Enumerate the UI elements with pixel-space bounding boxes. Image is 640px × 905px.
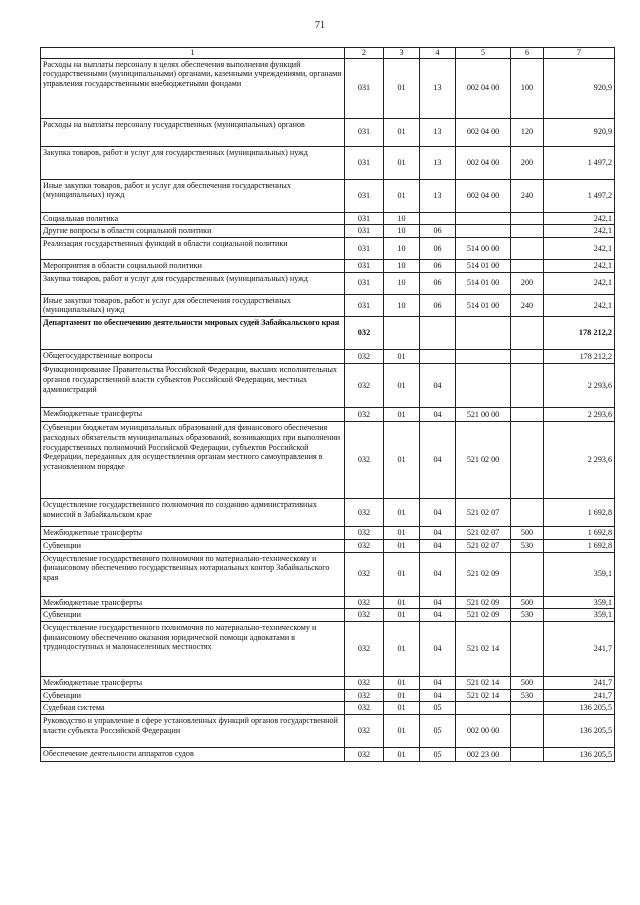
amount-value: 136 205,5 <box>544 715 615 748</box>
table-row <box>41 238 615 260</box>
section-code: 01 <box>384 58 420 118</box>
subsection-code: 04 <box>420 527 456 540</box>
subsection-code: 06 <box>420 225 456 238</box>
amount-value: 241,7 <box>544 689 615 702</box>
budget-table <box>40 47 615 762</box>
expense-type-code: 500 <box>511 596 544 609</box>
subsection-code: 04 <box>420 609 456 622</box>
expense-type-code <box>511 702 544 715</box>
amount-value: 136 205,5 <box>544 702 615 715</box>
section-code: 01 <box>384 527 420 540</box>
expense-type-code <box>511 552 544 596</box>
expense-type-code <box>511 715 544 748</box>
expense-type-code <box>511 364 544 408</box>
expense-type-code: 500 <box>511 676 544 689</box>
subsection-code: 04 <box>420 621 456 676</box>
ministry-code: 032 <box>345 715 384 748</box>
expense-type-code <box>511 317 544 350</box>
subsection-code: 04 <box>420 676 456 689</box>
budget-line-name: Субвенции бюджетам муниципальных образований для финансового обеспечения расходных обязательств муниципальных образований, возникающих при выполнении государственных полномочий Российской Федерации, субъектов Российской Федерации, переданных для осуществления органам местного самоуправления в установленном порядке <box>41 422 345 499</box>
target-article-code: 521 02 07 <box>456 539 511 552</box>
ministry-code: 031 <box>345 179 384 212</box>
subsection-code: 06 <box>420 272 456 294</box>
budget-line-name: Социальная политика <box>41 212 345 225</box>
ministry-code: 032 <box>345 609 384 622</box>
target-article-code: 002 04 00 <box>456 179 511 212</box>
ministry-code: 031 <box>345 294 384 316</box>
column-header: 7 <box>544 48 615 59</box>
ministry-code: 032 <box>345 527 384 540</box>
column-header: 4 <box>420 48 456 59</box>
column-header: 3 <box>384 48 420 59</box>
target-article-code: 521 02 07 <box>456 499 511 527</box>
expense-type-code: 200 <box>511 146 544 179</box>
budget-line-name: Осуществление государственного полномочия по материально-техническому и финансовому обеспечению государственных нотариальных контор Забайкальского края <box>41 552 345 596</box>
table-row <box>41 609 615 622</box>
subsection-code: 13 <box>420 179 456 212</box>
amount-value: 178 212,2 <box>544 350 615 364</box>
amount-value: 1 497,2 <box>544 179 615 212</box>
subsection-code <box>420 350 456 364</box>
expense-type-code <box>511 350 544 364</box>
expense-type-code <box>511 225 544 238</box>
ministry-code: 032 <box>345 689 384 702</box>
ministry-code: 031 <box>345 238 384 260</box>
ministry-code: 032 <box>345 350 384 364</box>
table-row <box>41 317 615 350</box>
section-code: 01 <box>384 539 420 552</box>
page-number: 71 <box>315 20 325 31</box>
table-row <box>41 58 615 118</box>
budget-line-name: Межбюджетные трансферты <box>41 676 345 689</box>
budget-line-name: Субвенции <box>41 689 345 702</box>
ministry-code: 032 <box>345 422 384 499</box>
amount-value: 241,7 <box>544 621 615 676</box>
budget-line-name: Руководство и управление в сфере установленных функций органов государственной власти субъекта Российской Федерации <box>41 715 345 748</box>
expense-type-code: 200 <box>511 272 544 294</box>
amount-value: 2 293,6 <box>544 408 615 422</box>
section-code: 01 <box>384 499 420 527</box>
target-article-code: 002 00 00 <box>456 715 511 748</box>
table-row <box>41 702 615 715</box>
subsection-code: 04 <box>420 422 456 499</box>
expense-type-code <box>511 422 544 499</box>
expense-type-code <box>511 238 544 260</box>
amount-value: 920,9 <box>544 58 615 118</box>
expense-type-code <box>511 748 544 762</box>
budget-line-name: Межбюджетные трансферты <box>41 408 345 422</box>
section-code: 01 <box>384 408 420 422</box>
expense-type-code: 240 <box>511 179 544 212</box>
table-row <box>41 118 615 146</box>
subsection-code: 13 <box>420 118 456 146</box>
ministry-code: 032 <box>345 748 384 762</box>
amount-value: 178 212,2 <box>544 317 615 350</box>
section-code: 10 <box>384 260 420 273</box>
ministry-code: 032 <box>345 621 384 676</box>
section-code: 01 <box>384 702 420 715</box>
subsection-code: 06 <box>420 294 456 316</box>
amount-value: 1 692,8 <box>544 539 615 552</box>
expense-type-code: 100 <box>511 58 544 118</box>
amount-value: 242,1 <box>544 212 615 225</box>
amount-value: 136 205,5 <box>544 748 615 762</box>
table-row <box>41 748 615 762</box>
table-row <box>41 294 615 316</box>
target-article-code: 002 04 00 <box>456 146 511 179</box>
target-article-code <box>456 225 511 238</box>
subsection-code: 13 <box>420 146 456 179</box>
table-row <box>41 422 615 499</box>
budget-line-name: Межбюджетные трансферты <box>41 596 345 609</box>
expense-type-code: 530 <box>511 609 544 622</box>
ministry-code: 031 <box>345 212 384 225</box>
table-row <box>41 539 615 552</box>
table-row <box>41 408 615 422</box>
subsection-code: 06 <box>420 260 456 273</box>
expense-type-code <box>511 499 544 527</box>
table-row <box>41 146 615 179</box>
subsection-code <box>420 317 456 350</box>
table-row <box>41 621 615 676</box>
table-row <box>41 272 615 294</box>
amount-value: 359,1 <box>544 552 615 596</box>
subsection-code: 04 <box>420 364 456 408</box>
amount-value: 2 293,6 <box>544 364 615 408</box>
target-article-code <box>456 317 511 350</box>
amount-value: 1 497,2 <box>544 146 615 179</box>
ministry-code: 031 <box>345 58 384 118</box>
ministry-code: 032 <box>345 408 384 422</box>
expense-type-code: 530 <box>511 539 544 552</box>
expense-type-code <box>511 621 544 676</box>
subsection-code: 04 <box>420 499 456 527</box>
amount-value: 1 692,8 <box>544 527 615 540</box>
ministry-code: 032 <box>345 539 384 552</box>
target-article-code: 514 00 00 <box>456 238 511 260</box>
section-code: 10 <box>384 212 420 225</box>
target-article-code: 521 00 00 <box>456 408 511 422</box>
subsection-code: 04 <box>420 552 456 596</box>
section-code: 01 <box>384 748 420 762</box>
budget-line-name: Расходы на выплаты персоналу государственных (муниципальных) органов <box>41 118 345 146</box>
ministry-code: 031 <box>345 118 384 146</box>
column-header: 5 <box>456 48 511 59</box>
section-code: 01 <box>384 689 420 702</box>
target-article-code: 514 01 00 <box>456 272 511 294</box>
subsection-code: 05 <box>420 748 456 762</box>
table-row <box>41 715 615 748</box>
amount-value: 242,1 <box>544 260 615 273</box>
ministry-code: 032 <box>345 596 384 609</box>
table-header-row <box>41 48 615 59</box>
expense-type-code <box>511 212 544 225</box>
section-code <box>384 317 420 350</box>
ministry-code: 032 <box>345 364 384 408</box>
target-article-code: 521 02 09 <box>456 552 511 596</box>
table-row <box>41 225 615 238</box>
budget-line-name: Судебная система <box>41 702 345 715</box>
ministry-code: 031 <box>345 272 384 294</box>
amount-value: 241,7 <box>544 676 615 689</box>
section-code: 10 <box>384 225 420 238</box>
budget-line-name: Субвенции <box>41 609 345 622</box>
subsection-code: 04 <box>420 689 456 702</box>
table-row <box>41 527 615 540</box>
budget-line-name: Осуществление государственного полномочия по материально-техническому и финансовому обеспечению оказания юридической помощи адвокатами в труднодоступных и малонаселенных местностях <box>41 621 345 676</box>
expense-type-code: 530 <box>511 689 544 702</box>
budget-line-name: Осуществление государственного полномочия по созданию административных комиссий в Забайкальском крае <box>41 499 345 527</box>
amount-value: 2 293,6 <box>544 422 615 499</box>
section-code: 01 <box>384 118 420 146</box>
table-row <box>41 364 615 408</box>
budget-line-name: Иные закупки товаров, работ и услуг для обеспечения государственных (муниципальных) нужд <box>41 179 345 212</box>
expense-type-code <box>511 260 544 273</box>
amount-value: 242,1 <box>544 272 615 294</box>
target-article-code: 002 04 00 <box>456 118 511 146</box>
target-article-code <box>456 364 511 408</box>
section-code: 01 <box>384 350 420 364</box>
target-article-code: 521 02 14 <box>456 676 511 689</box>
amount-value: 242,1 <box>544 238 615 260</box>
target-article-code <box>456 350 511 364</box>
ministry-code: 032 <box>345 702 384 715</box>
ministry-code: 031 <box>345 260 384 273</box>
target-article-code: 521 02 09 <box>456 609 511 622</box>
expense-type-code: 500 <box>511 527 544 540</box>
target-article-code: 521 02 14 <box>456 689 511 702</box>
target-article-code: 521 02 07 <box>456 527 511 540</box>
budget-line-name: Обеспечение деятельности аппаратов судов <box>41 748 345 762</box>
column-header: 6 <box>511 48 544 59</box>
target-article-code: 002 04 00 <box>456 58 511 118</box>
section-code: 01 <box>384 179 420 212</box>
amount-value: 242,1 <box>544 294 615 316</box>
table-row <box>41 260 615 273</box>
target-article-code: 514 01 00 <box>456 260 511 273</box>
column-header: 2 <box>345 48 384 59</box>
subsection-code: 04 <box>420 596 456 609</box>
amount-value: 1 692,8 <box>544 499 615 527</box>
ministry-code: 031 <box>345 146 384 179</box>
budget-line-name: Закупка товаров, работ и услуг для государственных (муниципальных) нужд <box>41 272 345 294</box>
expense-type-code: 240 <box>511 294 544 316</box>
ministry-code: 032 <box>345 317 384 350</box>
target-article-code: 521 02 00 <box>456 422 511 499</box>
amount-value: 242,1 <box>544 225 615 238</box>
budget-line-name: Департамент по обеспечению деятельности мировых судей Забайкальского края <box>41 317 345 350</box>
table-row <box>41 212 615 225</box>
table-row <box>41 179 615 212</box>
target-article-code: 514 01 00 <box>456 294 511 316</box>
subsection-code <box>420 212 456 225</box>
budget-line-name: Общегосударственные вопросы <box>41 350 345 364</box>
budget-line-name: Расходы на выплаты персоналу в целях обеспечения выполнения функций государственными (муниципальными) органами, казенными учреждениями, органами управления государственными внебюджетными фондами <box>41 58 345 118</box>
subsection-code: 04 <box>420 408 456 422</box>
ministry-code: 031 <box>345 225 384 238</box>
table-row <box>41 499 615 527</box>
target-article-code: 521 02 14 <box>456 621 511 676</box>
budget-line-name: Мероприятия в области социальной политики <box>41 260 345 273</box>
ministry-code: 032 <box>345 552 384 596</box>
table-row <box>41 596 615 609</box>
section-code: 01 <box>384 621 420 676</box>
section-code: 01 <box>384 552 420 596</box>
budget-line-name: Реализация государственных функций в области социальной политики <box>41 238 345 260</box>
amount-value: 359,1 <box>544 609 615 622</box>
budget-line-name: Межбюджетные трансферты <box>41 527 345 540</box>
table-row <box>41 676 615 689</box>
column-header: 1 <box>41 48 345 59</box>
table-row <box>41 689 615 702</box>
target-article-code: 521 02 09 <box>456 596 511 609</box>
section-code: 10 <box>384 294 420 316</box>
section-code: 01 <box>384 422 420 499</box>
expense-type-code <box>511 408 544 422</box>
section-code: 01 <box>384 146 420 179</box>
subsection-code: 06 <box>420 238 456 260</box>
subsection-code: 04 <box>420 539 456 552</box>
budget-line-name: Функционирование Правительства Российской Федерации, высших исполнительных органов государственной власти субъектов Российской Федерации, местных администраций <box>41 364 345 408</box>
ministry-code: 032 <box>345 676 384 689</box>
target-article-code: 002 23 00 <box>456 748 511 762</box>
subsection-code: 13 <box>420 58 456 118</box>
table-row <box>41 350 615 364</box>
budget-line-name: Иные закупки товаров, работ и услуг для обеспечения государственных (муниципальных) нужд <box>41 294 345 316</box>
section-code: 10 <box>384 238 420 260</box>
expense-type-code: 120 <box>511 118 544 146</box>
budget-line-name: Субвенции <box>41 539 345 552</box>
section-code: 01 <box>384 715 420 748</box>
section-code: 01 <box>384 609 420 622</box>
ministry-code: 032 <box>345 499 384 527</box>
target-article-code <box>456 212 511 225</box>
target-article-code <box>456 702 511 715</box>
section-code: 10 <box>384 272 420 294</box>
section-code: 01 <box>384 364 420 408</box>
amount-value: 920,9 <box>544 118 615 146</box>
table-row <box>41 552 615 596</box>
budget-line-name: Другие вопросы в области социальной политики <box>41 225 345 238</box>
subsection-code: 05 <box>420 702 456 715</box>
budget-line-name: Закупка товаров, работ и услуг для государственных (муниципальных) нужд <box>41 146 345 179</box>
section-code: 01 <box>384 676 420 689</box>
subsection-code: 05 <box>420 715 456 748</box>
section-code: 01 <box>384 596 420 609</box>
amount-value: 359,1 <box>544 596 615 609</box>
